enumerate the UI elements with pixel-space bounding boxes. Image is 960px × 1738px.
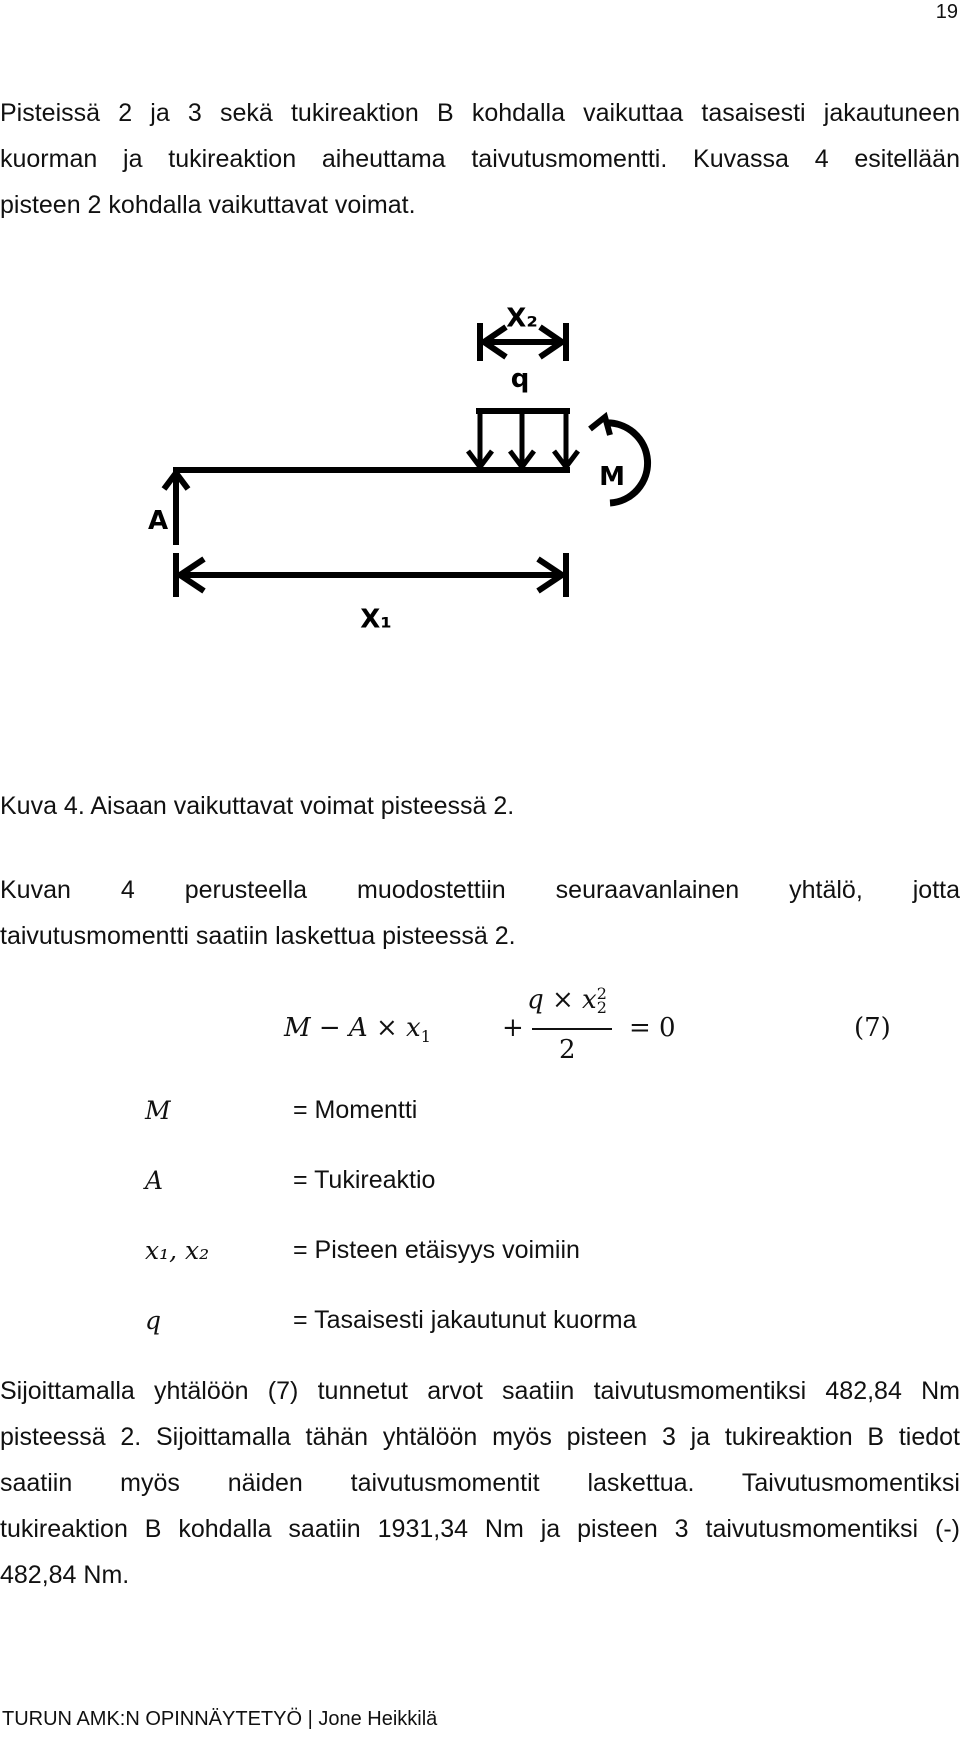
definition-symbol: A <box>145 1166 164 1195</box>
text-line: taivutusmomentti saatiin laskettua pisteessä 2. <box>0 922 516 950</box>
definition-symbol: q <box>145 1306 162 1335</box>
definition-text: = Momentti <box>293 1096 418 1124</box>
text-line: pisteessä 2. Sijoittamalla tähän yhtälöön myös pisteen 3 ja tukireaktion B tiedot <box>0 1423 960 1451</box>
text-line: Pisteissä 2 ja 3 sekä tukireaktion B kohdalla vaikuttaa tasaisesti jakautuneen <box>0 99 960 127</box>
text-line: kuorman ja tukireaktion aiheuttama taivutusmomentti. Kuvassa 4 esitellään <box>0 145 960 173</box>
definition-symbol: x₁, x₂ <box>145 1236 210 1265</box>
m-label: M <box>599 462 625 492</box>
x1-label: X₁ <box>360 604 392 635</box>
paragraph-method <box>0 867 960 959</box>
definition-text: = Tasaisesti jakautunut kuorma <box>293 1306 637 1334</box>
a-label: A <box>148 506 169 536</box>
equation-left-text: M − A × x <box>284 1013 421 1043</box>
page-number: 19 <box>935 1 958 23</box>
equation-fraction-denominator: 2 <box>559 1035 576 1065</box>
equation-left-subscript: 1 <box>420 1027 431 1047</box>
text-line: Kuvan 4 perusteella muodostettiin seuraavanlainen yhtälö, jotta <box>0 876 960 904</box>
paragraph-intro <box>0 90 960 228</box>
page-footer: TURUN AMK:N OPINNÄYTETYÖ | Jone Heikkilä <box>2 1708 438 1730</box>
equation-7 <box>284 985 904 1075</box>
equation-number: (7) <box>854 1013 891 1043</box>
x1-dimension-arrow <box>176 553 566 597</box>
figure-caption: Kuva 4. Aisaan vaikuttavat voimat pisteessä 2. <box>0 792 515 820</box>
q-label: q <box>510 364 530 394</box>
numerator-subscript: 2 <box>596 998 607 1017</box>
definition-text: = Tukireaktio <box>293 1166 436 1194</box>
equation-left <box>284 1013 431 1046</box>
equation-fraction-numerator <box>452 985 682 1015</box>
fraction-bar <box>532 1028 612 1030</box>
paragraph-results <box>0 1368 960 1598</box>
distributed-load <box>468 411 578 467</box>
text-line: pisteen 2 kohdalla vaikuttavat voimat. <box>0 191 416 219</box>
equation-plus: + <box>502 1013 524 1043</box>
text-line: saatiin myös näiden taivutusmomentit laskettua. Taivutusmomentiksi <box>0 1469 960 1497</box>
x2-label: X₂ <box>506 305 538 334</box>
numerator-superscript: 2 <box>596 984 607 1003</box>
definition-symbol: M <box>145 1096 171 1125</box>
equation-right: = 0 <box>629 1013 676 1043</box>
numerator-text: q × x <box>527 985 597 1015</box>
text-line: Sijoittamalla yhtälöön (7) tunnetut arvot saatiin taivutusmomentiksi 482,84 Nm <box>0 1377 960 1405</box>
text-line: tukireaktion B kohdalla saatiin 1931,34 Nm ja pisteen 3 taivutusmomentiksi (-) <box>0 1515 960 1543</box>
text-line: 482,84 Nm. <box>0 1561 130 1589</box>
beam-diagram-figure <box>140 305 670 635</box>
definition-text: = Pisteen etäisyys voimiin <box>293 1236 580 1264</box>
